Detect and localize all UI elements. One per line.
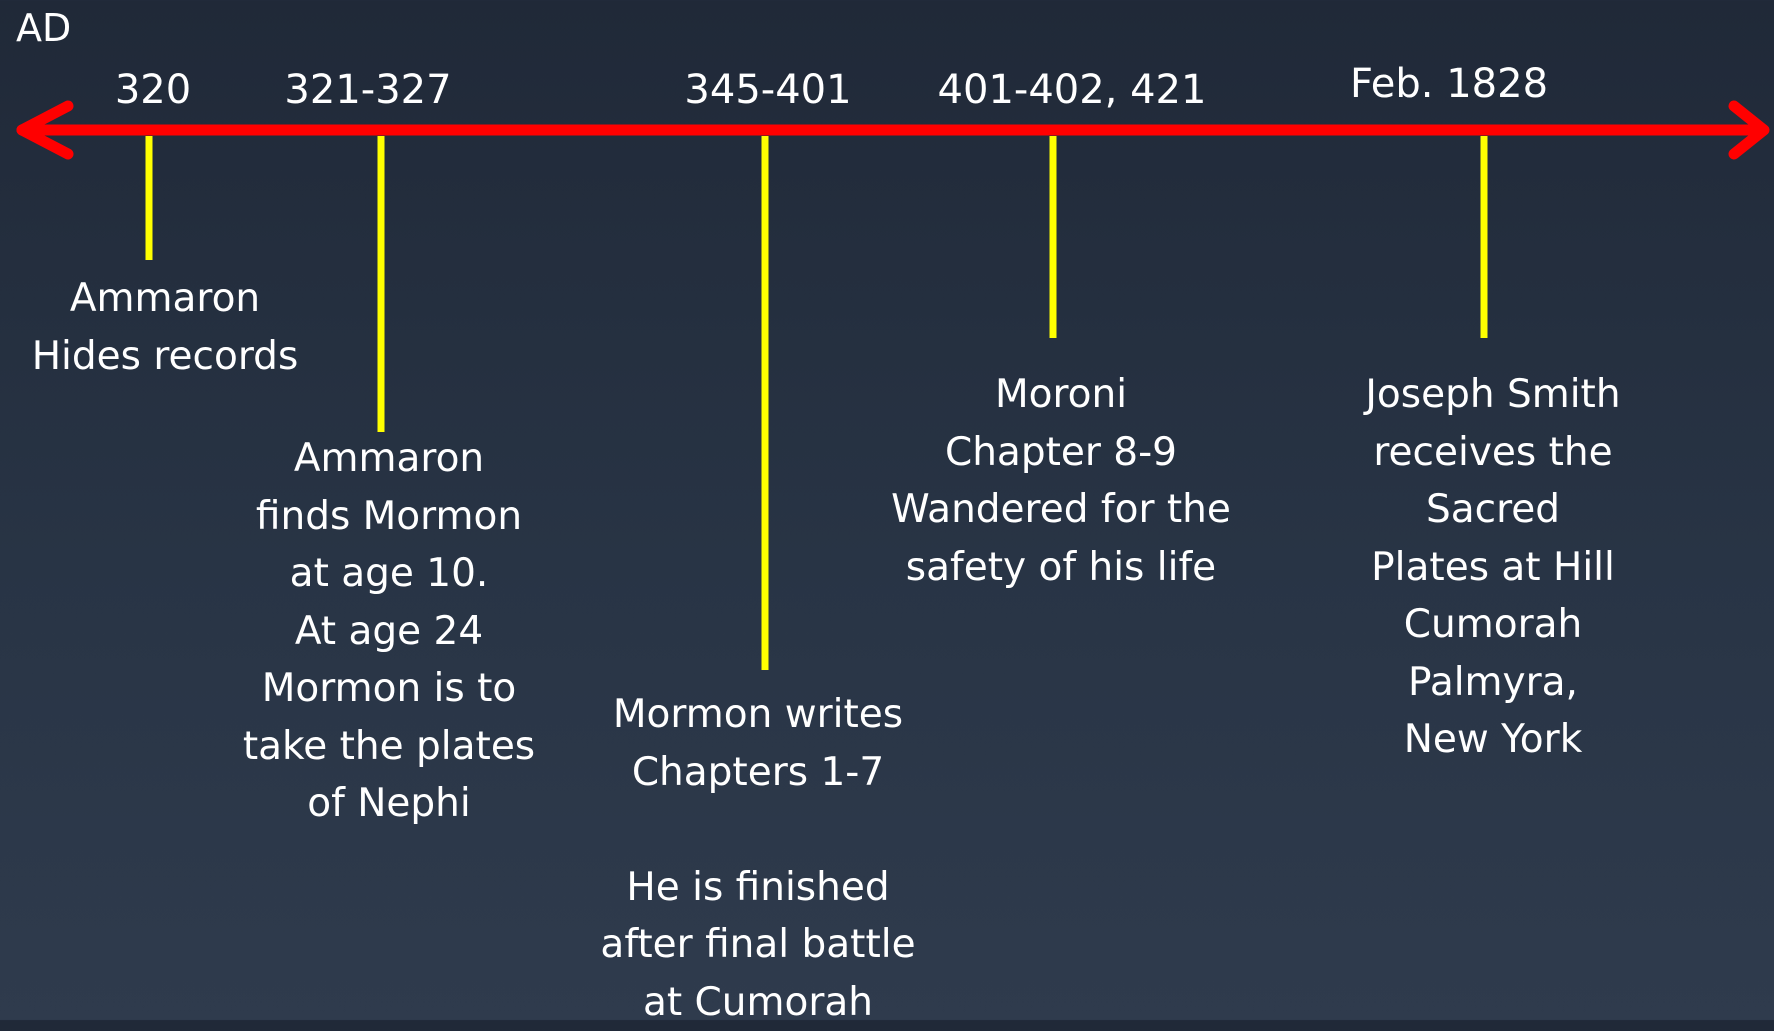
event-date-5: Feb. 1828 [1349,61,1549,107]
era-label: AD [16,6,72,50]
event-date-4: 401-402, 421 [937,67,1207,113]
event-description-4: Moroni Chapter 8-9 Wandered for the safety of his life [891,372,1231,590]
event-date-2: 321-327 [284,67,452,113]
event-date-3: 345-401 [684,67,852,113]
event-description-2: Ammaron finds Mormon at age 10. At age 24 Mormon is to take the plates of Nephi [242,436,536,826]
event-description-3: Mormon writes Chapters 1-7 He is finished after final battle at Cumorah [600,692,916,1025]
event-date-1: 320 [114,67,192,113]
event-description-1: Ammaron Hides records [31,276,299,379]
event-description-5: Joseph Smith receives the Sacred Plates at Hill Cumorah Palmyra, New York [1365,372,1621,762]
